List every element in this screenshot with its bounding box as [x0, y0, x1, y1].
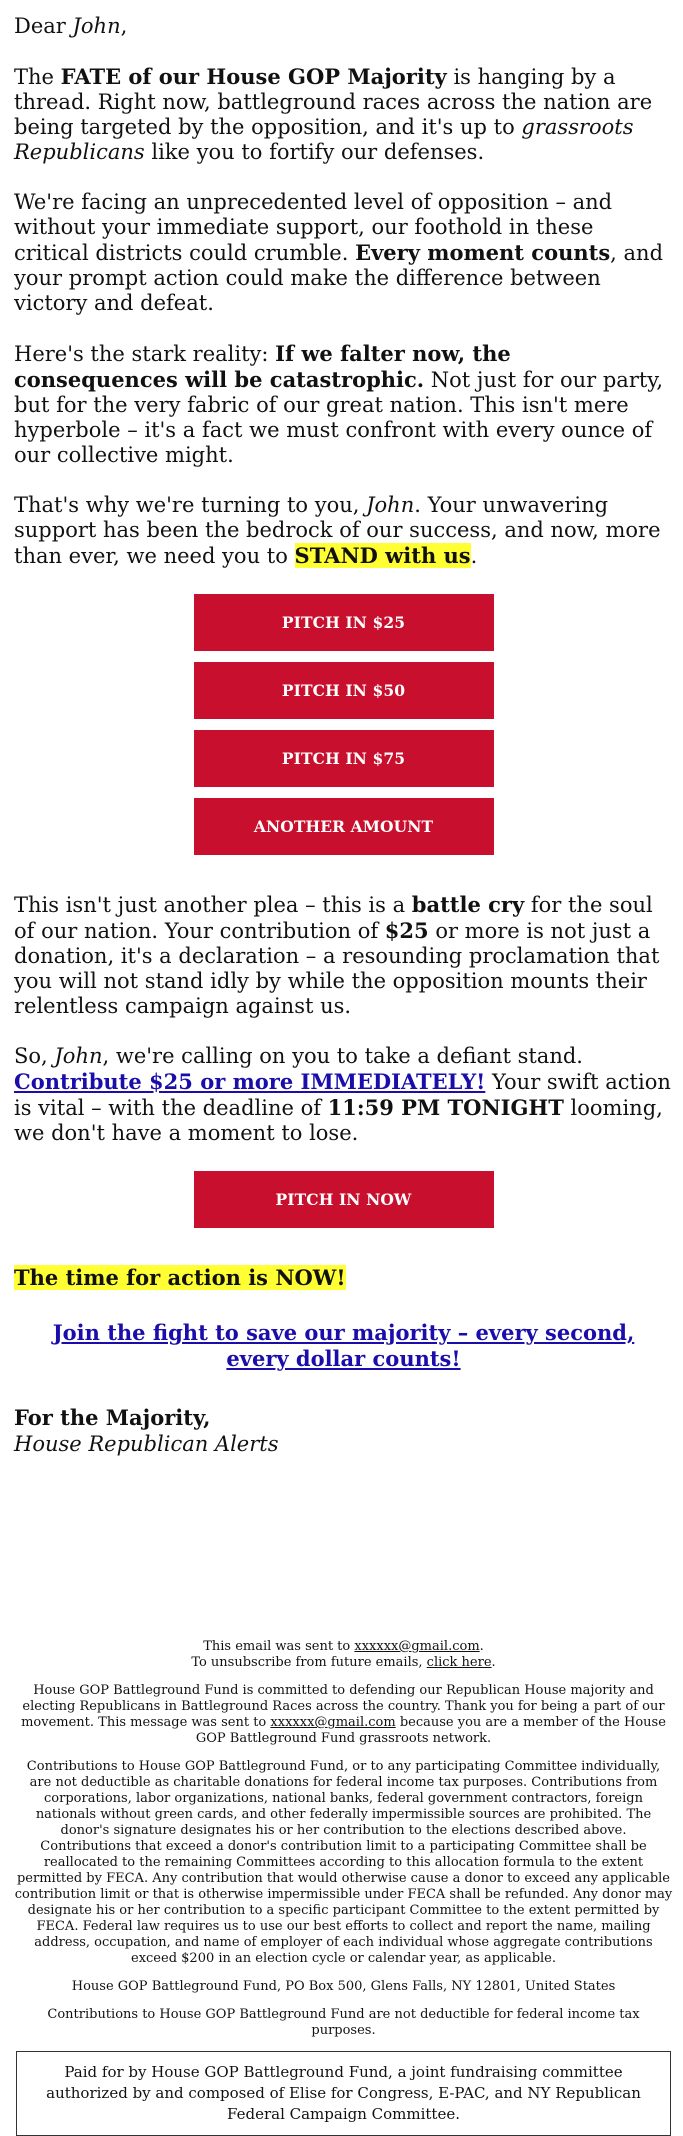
pitch-in-75-button[interactable]: PITCH IN $75: [194, 730, 494, 787]
text: This email was sent to: [203, 1639, 355, 1654]
join-fight: [34, 1320, 653, 1372]
paragraph-deadline: [14, 1044, 673, 1146]
sender-name: House Republican Alerts: [14, 1432, 279, 1456]
text: That's why we're turning to you,: [14, 493, 367, 517]
bold-text: battle cry: [411, 892, 525, 917]
legal-disclaimer: Contributions to House GOP Battleground Fund, or to any participating Committee individually, are not deductible as charitable donations for federal income tax purposes. Contributions from corporations, labor organizations, national banks, federal government contractors, foreign nationals without green cards, and other federally impermissible sources are prohibited. The donor's signature designates his or her contribution to the elections described above. Contributions that exceed a donor's contribution limit to a participating Committee shall be reallocated to the remaining Committees according to this allocation formula to the extent permitted by FECA. Any contribution that would otherwise cause a donor to exceed any applicable contribution limit or that is otherwise impermissible under FECA shall be refunded. Any donor may designate his or her contribution to a specific participant Committee to the extent permitted by FECA. Federal law requires us to use our best efforts to collect and report the name, mailing address, occupation, and name of employer of each individual whose aggregate contributions exceed $200 in an election cycle or calendar year, as applicable.: [14, 1759, 673, 1966]
bold-text: FATE of our House GOP Majority: [60, 64, 447, 89]
paragraph-reality: [14, 341, 673, 468]
pitch-in-25-button[interactable]: PITCH IN $25: [194, 594, 494, 651]
text: or more is not just a donation, it's a declaration – a resounding proclamation that you will not stand idly by while the opposition mounts their relentless campaign against us.: [14, 919, 660, 1018]
text: , and your prompt action could make the difference between victory and defeat.: [14, 241, 664, 315]
text: like you to fortify our defenses.: [144, 140, 485, 164]
sent-notice: [14, 1639, 673, 1671]
donation-buttons: [14, 594, 673, 855]
text: We're facing an unprecedented level of opposition – and without your immediate support, our foothold in these critical districts could crumble.: [14, 190, 613, 265]
action-highlight: The time for action is NOW!: [14, 1265, 346, 1290]
text: looming, we don't have a moment to lose.: [14, 1096, 663, 1145]
pitch-in-50-button[interactable]: PITCH IN $50: [194, 662, 494, 719]
text: So,: [14, 1044, 55, 1068]
pitch-in-now-button[interactable]: PITCH IN NOW: [194, 1171, 494, 1228]
signoff-line: For the Majority,: [14, 1405, 211, 1430]
text: Not just for our party, but for the very fabric of our great nation. This isn't mere hyperbole – it's a fact we must confront with every ounce of our collective might.: [14, 368, 664, 467]
committed-notice: [14, 1683, 673, 1747]
text: Here's the stark reality:: [14, 342, 276, 366]
salutation-prefix: Dear: [14, 14, 73, 38]
salutation-suffix: ,: [120, 14, 128, 38]
text: .: [470, 544, 478, 568]
text: is hanging by a thread. Right now, battleground races across the nation are being targeted by the opposition, and it's up to: [14, 65, 653, 139]
tax-notice: Contributions to House GOP Battleground Fund are not deductible for federal income tax purposes.: [47, 2007, 640, 2038]
paragraph-fate: [14, 64, 673, 165]
action-callout: [14, 1265, 673, 1290]
recipient-name: John: [72, 14, 121, 38]
deadline-text: 11:59 PM TONIGHT: [327, 1095, 564, 1120]
text: , we're calling on you to take a defiant stand.: [102, 1044, 583, 1068]
paid-for-box: Paid for by House GOP Battleground Fund, a joint fundraising committee authorized by and composed of Elise for Congress, E-PAC, and NY Republican Federal Campaign Committee.: [16, 2051, 671, 2136]
highlighted-text: STAND with us: [294, 543, 471, 568]
join-fight-link[interactable]: Join the fight to save our majority – every second, every dollar counts!: [52, 1320, 635, 1371]
text: because you are a member of the House GOP Battleground Fund grassroots network.: [195, 1715, 666, 1746]
footer: [14, 1639, 673, 2136]
text: .: [491, 1655, 496, 1670]
italic-text: grassroots Republicans: [14, 115, 634, 164]
text: The: [14, 65, 61, 89]
salutation: [14, 14, 673, 39]
bold-text: Every moment counts: [355, 240, 611, 265]
paragraph-battle-cry: [14, 892, 673, 1019]
paragraph-stand: [14, 493, 673, 569]
text: Your swift action is vital – with the deadline of: [14, 1070, 671, 1120]
text: To unsubscribe from future emails,: [191, 1655, 427, 1670]
italic-text: John: [366, 493, 415, 517]
another-amount-button[interactable]: ANOTHER AMOUNT: [194, 798, 494, 855]
mailing-address: House GOP Battleground Fund, PO Box 500, Glens Falls, NY 12801, United States: [71, 1979, 616, 1994]
bold-text: $25: [384, 918, 429, 943]
text: . Your unwavering support has been the bedrock of our success, and now, more than ever, we need you to: [14, 493, 661, 568]
bold-text: If we falter now, the consequences will be catastrophic.: [14, 341, 511, 392]
paragraph-opposition: [14, 190, 673, 316]
unsubscribe-link[interactable]: click here: [426, 1655, 492, 1670]
text: This isn't just another plea – this is a: [14, 893, 412, 917]
text: for the soul of our nation. Your contribution of: [14, 893, 653, 943]
contribute-link[interactable]: Contribute $25 or more IMMEDIATELY!: [14, 1069, 486, 1094]
text: .: [479, 1639, 484, 1654]
recipient-email: xxxxxx@gmail.com: [270, 1715, 396, 1730]
recipient-email: xxxxxx@gmail.com: [354, 1639, 480, 1654]
text: House GOP Battleground Fund is committed to defending our Republican House majority and electing Republicans in Battleground Races across the country. Thank you for being a part of our movement. This message was sent to: [21, 1683, 665, 1730]
italic-text: John: [54, 1044, 103, 1068]
